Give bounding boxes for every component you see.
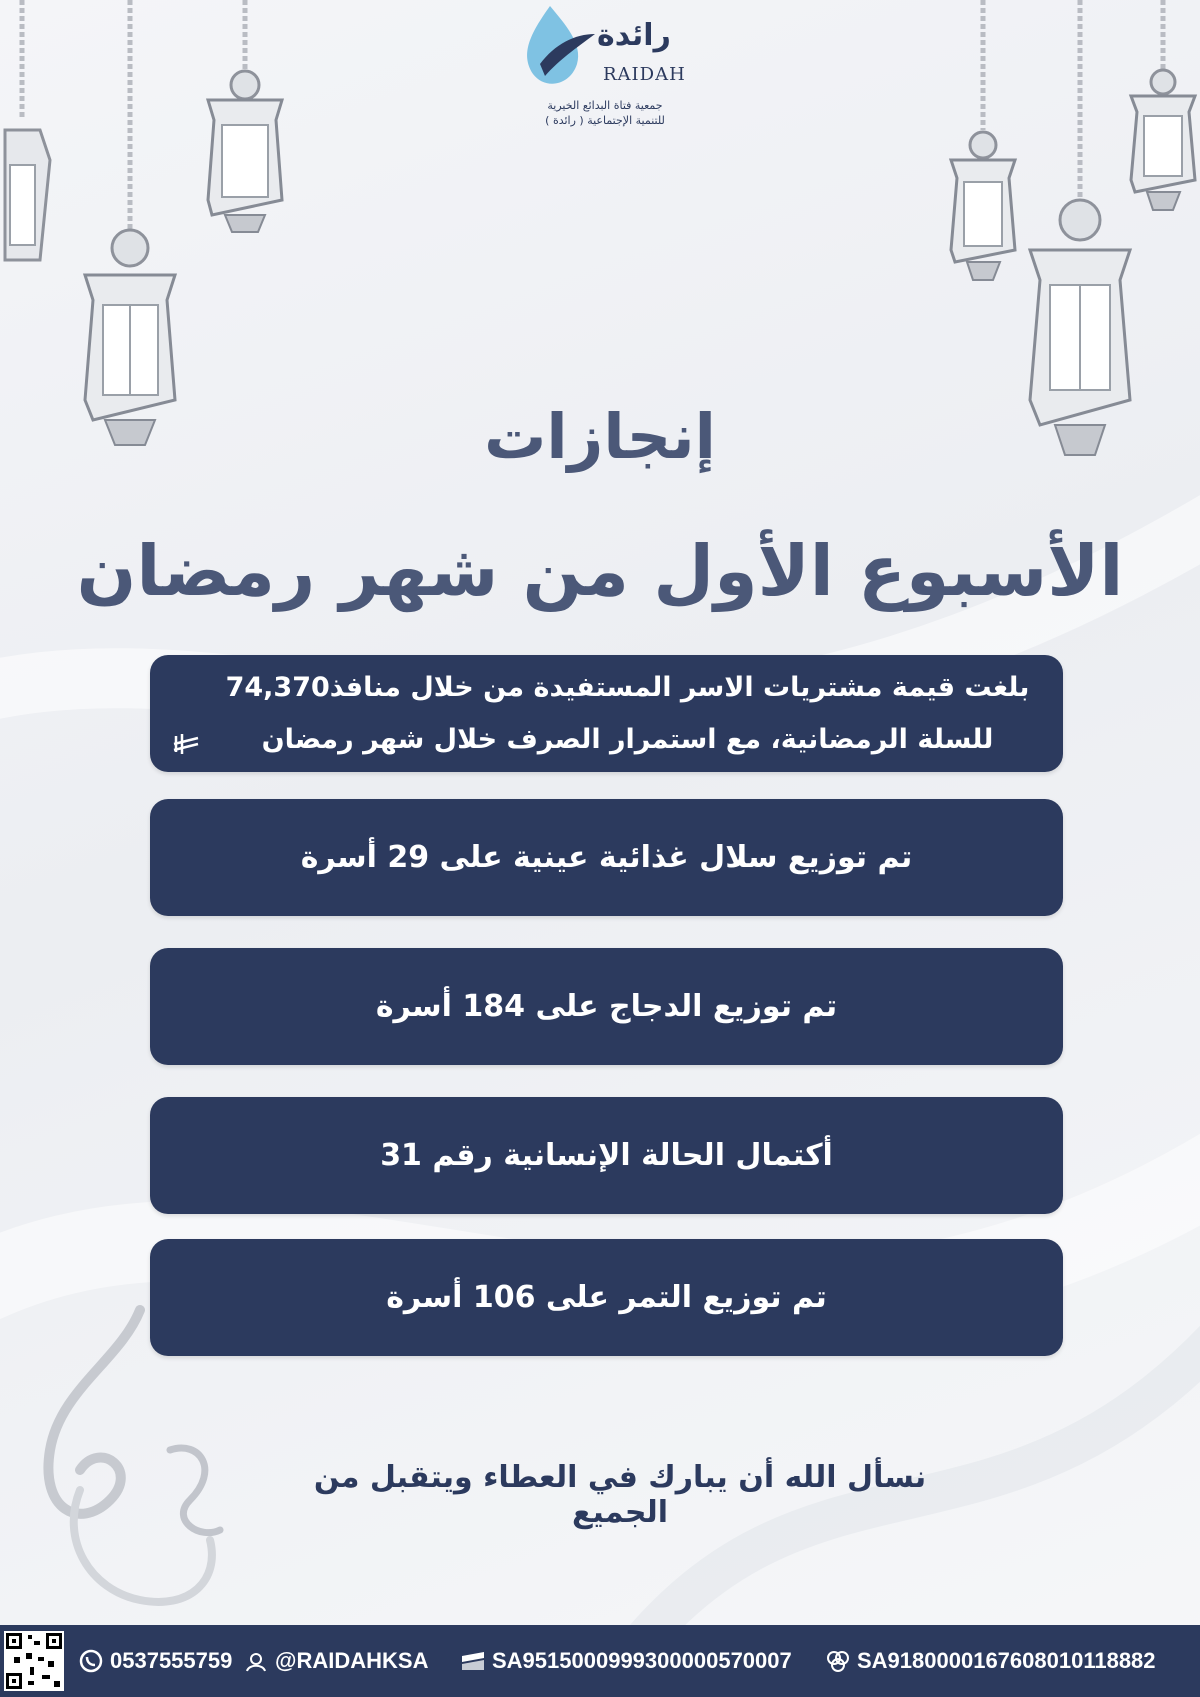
logo-drop-icon bbox=[515, 4, 595, 90]
footer-contact-bar bbox=[0, 1625, 1200, 1697]
logo-subtitle bbox=[505, 98, 705, 128]
achievement-card-food-baskets bbox=[150, 799, 1063, 916]
iban-number: SA9180000167608010118882 bbox=[857, 1648, 1156, 1673]
social-handle: @RAIDAHKSA bbox=[275, 1648, 429, 1673]
iban-number: SA9515000999300000570007 bbox=[492, 1648, 792, 1673]
social-icon bbox=[243, 1648, 269, 1674]
card-text: تم توزيع الدجاج على 184 أسرة bbox=[375, 988, 838, 1024]
logo-subtitle-line2: للتنمية الإجتماعية ( رائدة ) bbox=[545, 114, 665, 127]
achievement-card-dates bbox=[150, 1239, 1063, 1356]
title-achievements: إنجازات bbox=[484, 400, 716, 473]
footer-phone[interactable] bbox=[78, 1625, 232, 1697]
bank-icon bbox=[460, 1648, 486, 1674]
card-text: تم توزيع سلال غذائية عينية على 29 أسرة bbox=[300, 839, 913, 875]
card-line: بلغت قيمة مشتريات الاسر المستفيدة من خلال منافذ74,370 bbox=[225, 671, 1030, 703]
lantern-icon bbox=[945, 0, 1020, 290]
achievement-card-humanitarian-case bbox=[150, 1097, 1063, 1214]
card-text: تم توزيع التمر على 106 أسرة bbox=[386, 1279, 827, 1315]
card-text bbox=[166, 662, 1048, 766]
rial-icon bbox=[172, 732, 202, 756]
whatsapp-icon bbox=[78, 1648, 104, 1674]
card-line: للسلة الرمضانية، مع استمرار الصرف خلال شهر رمضان bbox=[261, 723, 994, 755]
lantern-icon bbox=[200, 0, 290, 240]
ramadan-calligraphy bbox=[20, 1300, 270, 1620]
logo-name-english: RAIDAH bbox=[603, 64, 686, 85]
lantern-icon bbox=[0, 0, 70, 270]
title-first-week-ramadan: الأسبوع الأول من شهر رمضان bbox=[76, 530, 1124, 612]
qr-code[interactable] bbox=[4, 1631, 64, 1691]
card-text: أكتمال الحالة الإنسانية رقم 31 bbox=[380, 1137, 833, 1173]
footer-social-handle[interactable] bbox=[243, 1625, 428, 1697]
footer-iban-2[interactable] bbox=[825, 1625, 1156, 1697]
closing-prayer: نسأل الله أن يبارك في العطاء ويتقبل من الجميع bbox=[313, 1460, 927, 1530]
phone-number: 0537555759 bbox=[110, 1648, 233, 1673]
bank-icon bbox=[825, 1648, 851, 1674]
raidah-logo bbox=[505, 0, 705, 140]
lantern-icon bbox=[1125, 0, 1200, 220]
achievement-card-chicken bbox=[150, 948, 1063, 1065]
logo-subtitle-line1: جمعية فتاة البدائع الخيرية bbox=[547, 99, 663, 112]
footer-iban-1[interactable] bbox=[460, 1625, 792, 1697]
logo-name-arabic: رائدة bbox=[597, 18, 671, 53]
lantern-icon bbox=[75, 0, 185, 460]
achievement-card-purchases bbox=[150, 655, 1063, 772]
